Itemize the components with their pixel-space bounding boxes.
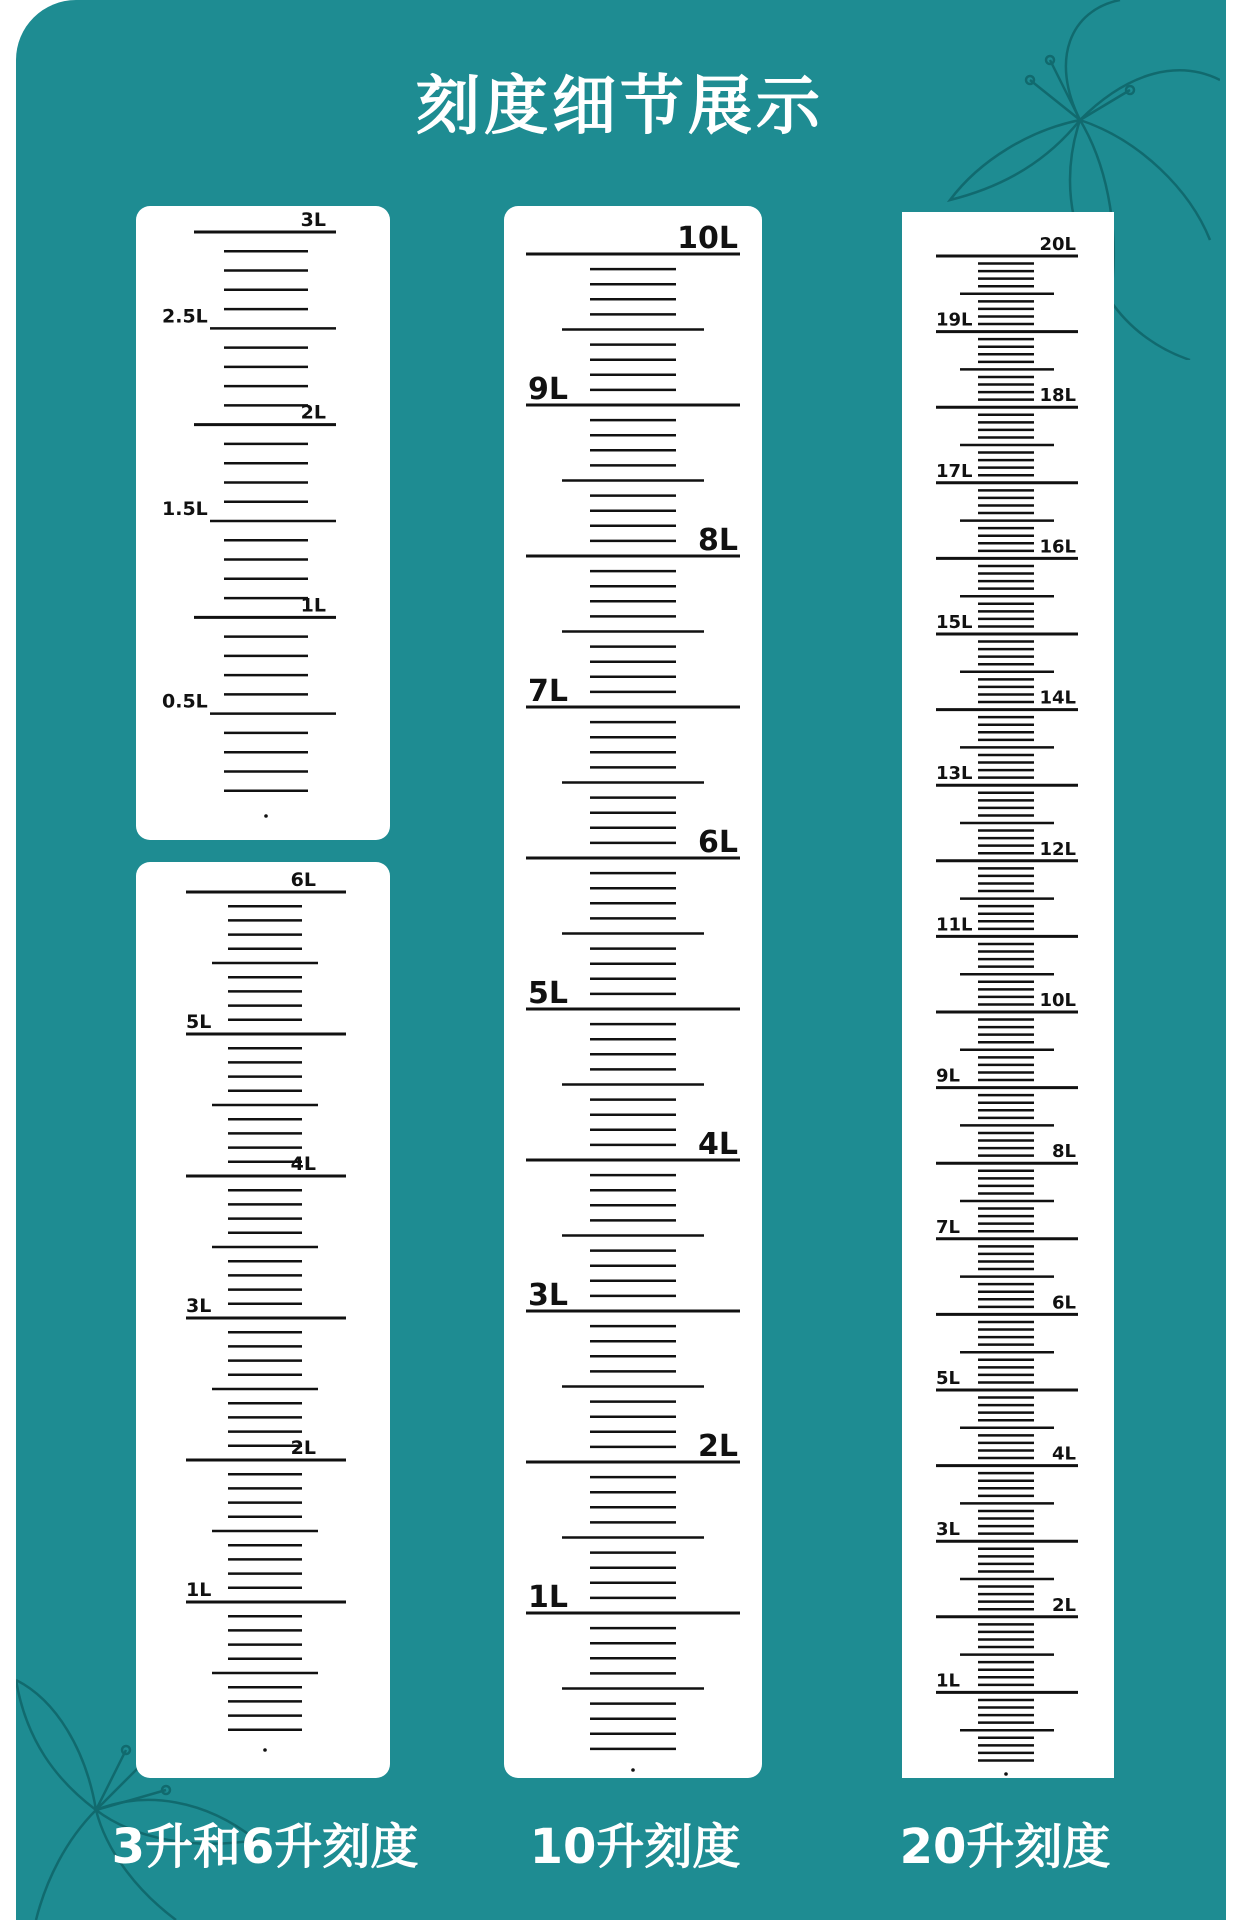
scale-label: 9L bbox=[528, 372, 568, 407]
scale-label: 17L bbox=[936, 460, 973, 482]
caption-20l: 20升刻度 bbox=[899, 1819, 1111, 1875]
scale-label: 18L bbox=[1039, 385, 1076, 407]
scale-label: 4L bbox=[290, 1153, 316, 1175]
scale-label: 20L bbox=[1039, 234, 1076, 255]
scale-label: 12L bbox=[1039, 838, 1076, 860]
base-dot bbox=[264, 814, 268, 818]
caption-3l-6l: 3升和6升刻度 bbox=[111, 1819, 419, 1875]
scale-label: 3L bbox=[528, 1278, 568, 1313]
scale-label: 5L bbox=[936, 1368, 960, 1389]
scale-label: 6L bbox=[698, 825, 738, 860]
base-dot bbox=[1004, 1772, 1008, 1776]
scale-label: 11L bbox=[936, 914, 973, 936]
scale-label: 5L bbox=[528, 976, 568, 1011]
scale-label: 4L bbox=[698, 1127, 738, 1162]
scale-label: 3L bbox=[186, 1295, 212, 1317]
scale-label: 1L bbox=[186, 1579, 212, 1601]
scale-label: 14L bbox=[1039, 687, 1076, 709]
scale-label: 8L bbox=[1052, 1141, 1076, 1163]
scale-label: 2L bbox=[1052, 1594, 1076, 1616]
scale-svg-10l bbox=[504, 206, 762, 1778]
scale-label: 3L bbox=[300, 209, 326, 231]
scale-label: 16L bbox=[1039, 536, 1076, 558]
scale-label: 1.5L bbox=[162, 498, 208, 520]
scale-label: 2L bbox=[698, 1429, 738, 1464]
scale-card-20l bbox=[902, 212, 1114, 1778]
scale-label: 19L bbox=[936, 309, 973, 331]
scale-card-6l bbox=[136, 862, 390, 1778]
scale-label: 7L bbox=[528, 674, 568, 709]
scale-label: 5L bbox=[186, 1011, 212, 1033]
scale-label: 8L bbox=[698, 523, 738, 558]
scale-svg-6l bbox=[136, 862, 390, 1778]
scale-label: 1L bbox=[936, 1670, 960, 1692]
scale-label: 13L bbox=[936, 763, 973, 785]
scale-label: 10L bbox=[1039, 990, 1076, 1011]
scale-label: 15L bbox=[936, 612, 973, 633]
caption-10l: 10升刻度 bbox=[529, 1819, 741, 1875]
scale-svg-3l bbox=[136, 206, 390, 840]
scale-label: 2.5L bbox=[162, 305, 208, 328]
scale-label: 6L bbox=[1052, 1292, 1076, 1314]
scale-svg-20l bbox=[902, 212, 1114, 1778]
scale-card-10l bbox=[504, 206, 762, 1778]
base-dot bbox=[263, 1748, 267, 1752]
scale-label: 4L bbox=[1052, 1443, 1076, 1465]
scale-label: 7L bbox=[936, 1216, 960, 1238]
scale-label: 10L bbox=[677, 221, 738, 256]
scale-label: 1L bbox=[300, 594, 326, 617]
base-dot bbox=[631, 1768, 635, 1772]
scale-card-3l bbox=[136, 206, 390, 840]
scale-label: 2L bbox=[300, 401, 326, 424]
scale-label: 0.5L bbox=[162, 690, 208, 713]
scale-label: 9L bbox=[936, 1065, 960, 1087]
scale-label: 3L bbox=[936, 1519, 960, 1541]
scale-label: 2L bbox=[290, 1437, 316, 1459]
scale-label: 6L bbox=[290, 869, 316, 891]
page-title: 刻度细节展示 bbox=[416, 70, 824, 144]
scale-label: 1L bbox=[528, 1580, 568, 1615]
